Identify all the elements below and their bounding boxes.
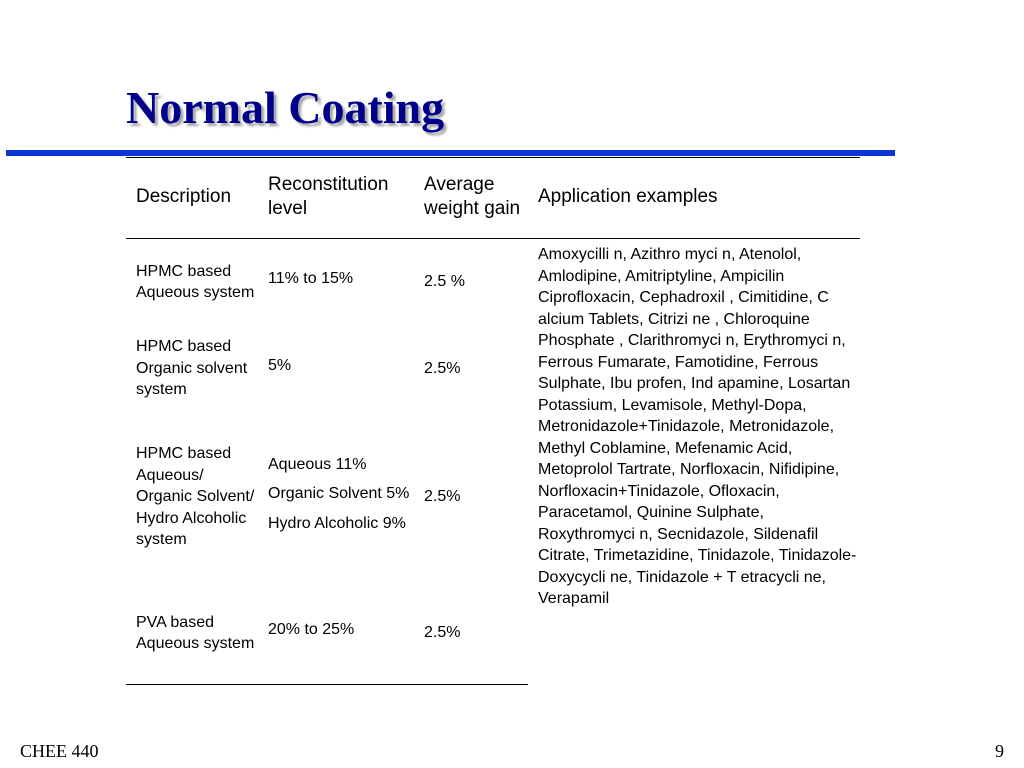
row-description: HPMC based Aqueous/ Organic Solvent/ Hydro Alcoholic system [136, 445, 255, 549]
row-weight-gain: 2.5% [424, 488, 461, 506]
row-weight-gain: 2.5 % [424, 273, 465, 291]
reconstitution-value: 20% to 25% [268, 621, 355, 639]
row-reconstitution [258, 582, 414, 685]
header-description: Description [126, 158, 258, 239]
reconstitution-value: Hydro Alcoholic 9% [268, 514, 406, 532]
row-reconstitution [258, 239, 414, 326]
header-applications: Application examples [528, 158, 860, 239]
title-divider [6, 150, 895, 156]
table-row [126, 239, 860, 326]
header-reconstitution: Reconstitution level [258, 158, 414, 239]
row-description: PVA based Aqueous system [126, 582, 258, 685]
slide-title: Normal Coating [126, 82, 445, 133]
row-description: HPMC based Aqueous system [136, 262, 255, 301]
application-examples: Amoxycilli n, Azithro myci n, Atenolol, Amlodipine, Amitriptyline, Ampicilin Ciprofloxacin, Cephadroxil , Cimitidine, C alcium Tablets, Citrizi ne , Chloroquine Phosphate , Clarithromyci n, Erythromyci n, Ferrous Fumarate, Famotidine, Ferrous Sulphate, Ibu profen, Ind apamine, Losartan Potassium, Levamisole, Methyl-Dopa, Metronidazole+Tinidazole, Metronidazole, Methyl Coblamine, Mefenamic Acid, Metoprolol Tartrate, Norfloxacin, Nifidipine, Norfloxacin+Tinidazole, Ofloxacin, Paracetamol, Quinine Sulphate, Roxythromyci n, Secnidazole, Sildenafil Citrate, Trimetazidine, Tinidazole, Tinidazole-Doxycycli ne, Tinidazole + T etracycli ne, Verapamil [538, 246, 857, 607]
row-weight-gain: 2.5% [414, 582, 528, 685]
reconstitution-value: 11% to 15% [268, 270, 354, 288]
reconstitution-value: Organic Solvent 5% [268, 485, 410, 503]
page-number: 9 [995, 741, 1004, 761]
row-reconstitution [258, 325, 414, 412]
footer-course-code: CHEE 440 [20, 741, 99, 761]
coating-table [126, 157, 860, 685]
reconstitution-value: Aqueous 11% [268, 455, 367, 473]
table-header-row [126, 158, 860, 239]
row-reconstitution [258, 412, 414, 582]
reconstitution-value: 5% [268, 356, 292, 374]
row-weight-gain: 2.5% [424, 359, 461, 377]
row-description: HPMC based Organic solvent system [136, 338, 248, 399]
header-weight-gain: Average weight gain [414, 158, 528, 239]
